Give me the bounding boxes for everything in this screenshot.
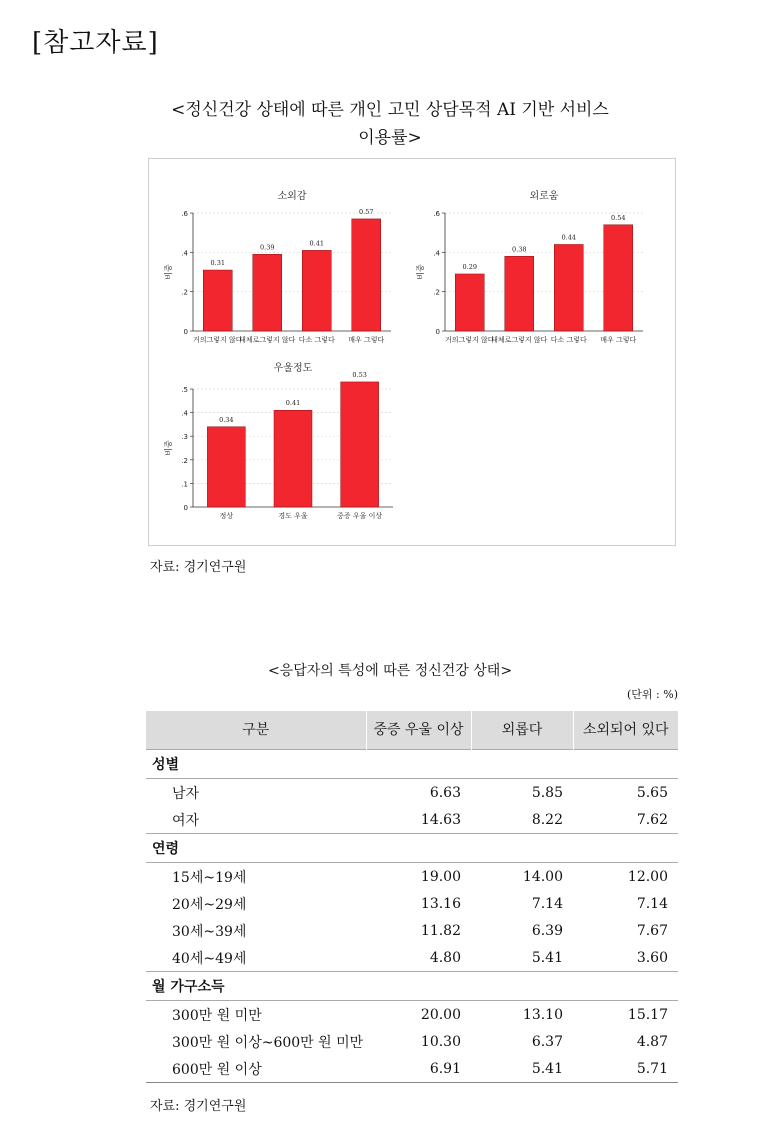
y-tick-label: 0: [183, 504, 188, 512]
cell-value: 19.00: [420, 868, 461, 885]
cell-value: 6.91: [366, 1055, 471, 1083]
table-unit: (단위 : %): [627, 688, 678, 701]
y-tick-label: .4: [181, 409, 188, 418]
group-row-gender: [146, 750, 678, 779]
x-tick-label: 대체로그렇지 않다: [239, 336, 296, 344]
bar: [203, 270, 232, 331]
y-tick-label: 0: [435, 328, 440, 336]
row-label: 30세~39세: [172, 923, 247, 940]
data-label: 0.39: [260, 243, 275, 252]
table-row: [146, 863, 678, 891]
y-tick-label: .4: [433, 249, 440, 258]
header-severe-depression: 중증 우울 이상: [366, 711, 471, 750]
y-tick-label: .1: [181, 480, 188, 489]
cell-value: 13.16: [420, 895, 461, 912]
cell-value: 4.80: [429, 949, 461, 966]
group-label: 성별: [146, 750, 678, 779]
table-row: [146, 890, 678, 917]
data-label: 0.57: [359, 207, 374, 216]
data-label: 0.53: [352, 370, 367, 379]
data-label: 0.29: [462, 262, 477, 271]
y-tick-label: .2: [181, 456, 188, 465]
y-tick-label: .3: [181, 433, 188, 442]
data-label: 0.41: [285, 399, 301, 408]
header-lonely: 외롭다: [471, 711, 573, 750]
cell-value: 20.00: [420, 1006, 461, 1023]
cell-value: 5.65: [636, 784, 668, 801]
bar: [341, 382, 379, 507]
x-tick-label: 다소 그렇다: [550, 336, 587, 344]
table-row: [146, 944, 678, 972]
y-axis-label: 비중: [416, 264, 425, 280]
data-label: 0.38: [512, 245, 527, 254]
chart-title: 외로움: [529, 191, 559, 202]
chart-title: 소외감: [277, 191, 307, 202]
data-label: 0.54: [611, 213, 626, 222]
data-label: 0.44: [561, 233, 576, 242]
cell-value: 10.30: [420, 1033, 461, 1050]
y-tick-label: .2: [433, 288, 440, 297]
table-row: [146, 1001, 678, 1029]
charts-canvas: [149, 159, 675, 545]
x-tick-label: 경도 우울: [278, 512, 308, 520]
table-source: 자료: 경기연구원: [150, 1099, 247, 1114]
x-tick-label: 거의그렇지 않다: [444, 336, 495, 344]
row-label: 300만 원 이상~600만 원 미만: [172, 1034, 364, 1051]
cell-value: 7.14: [531, 895, 563, 912]
stats-table: [146, 711, 678, 1083]
cell-value: 4.87: [636, 1033, 668, 1050]
chart-figure-frame: [148, 158, 676, 546]
row-label: 20세~29세: [172, 896, 247, 913]
table-header-row: [146, 711, 678, 750]
cell-value: 8.22: [531, 811, 563, 828]
cell-value: 6.37: [531, 1033, 563, 1050]
row-label: 600만 원 이상: [146, 1055, 366, 1083]
figure-title-line1: <정신건강 상태에 따른 개인 고민 상담목적 AI 기반 서비스: [171, 100, 609, 120]
bar: [207, 427, 245, 507]
x-tick-label: 매우 그렇다: [600, 336, 637, 344]
data-label: 0.31: [210, 259, 225, 268]
figure-source: 자료: 경기연구원: [150, 560, 247, 575]
row-label: 15세~19세: [172, 869, 247, 886]
cell-value: 7.67: [636, 922, 668, 939]
data-label: 0.34: [219, 415, 234, 424]
cell-value: 14.63: [420, 811, 461, 828]
table-row: [146, 1028, 678, 1055]
figure-title-line2: 이용률>: [358, 128, 422, 148]
group-row-income: [146, 972, 678, 1001]
row-label: 여자: [172, 812, 200, 829]
data-label: 0.41: [309, 239, 324, 248]
x-tick-label: 거의그렇지 않다: [192, 336, 243, 344]
header-alienated: 소외되어 있다: [573, 711, 678, 750]
cell-value: 5.71: [573, 1055, 678, 1083]
y-tick-label: .6: [181, 210, 188, 218]
header-category: 구분: [146, 711, 366, 750]
chart-title: 우울정도: [273, 363, 313, 374]
x-tick-label: 중증 우울 이상: [337, 512, 383, 520]
y-tick-label: .4: [181, 249, 188, 258]
cell-value: 11.82: [420, 922, 461, 939]
cell-value: 5.85: [531, 784, 563, 801]
cell-value: 7.14: [636, 895, 668, 912]
cell-value: 3.60: [636, 949, 668, 966]
x-tick-label: 대체로그렇지 않다: [491, 336, 548, 344]
y-tick-label: .6: [433, 210, 440, 218]
table-row: [146, 917, 678, 944]
bar: [604, 225, 633, 331]
y-tick-label: 0: [183, 328, 188, 336]
bar: [352, 219, 381, 331]
cell-value: 6.39: [531, 922, 563, 939]
cell-value: 7.62: [636, 811, 668, 828]
bar: [302, 250, 331, 331]
table-title: <응답자의 특성에 따른 정신건강 상태>: [267, 663, 513, 679]
cell-value: 5.41: [531, 949, 563, 966]
bar: [253, 254, 282, 331]
reference-material-title: [참고자료]: [32, 28, 159, 58]
y-tick-label: .2: [181, 288, 188, 297]
x-tick-label: 정상: [219, 512, 234, 520]
table-row: [146, 1055, 678, 1083]
cell-value: 12.00: [627, 868, 668, 885]
group-row-age: [146, 834, 678, 863]
cell-value: 14.00: [522, 868, 563, 885]
group-label: 연령: [146, 834, 678, 863]
bar: [554, 244, 583, 331]
row-label: 남자: [172, 785, 200, 802]
table-row: [146, 806, 678, 834]
group-label: 월 가구소득: [146, 972, 678, 1001]
y-axis-label: 비중: [164, 264, 173, 280]
bar: [455, 274, 484, 331]
x-tick-label: 다소 그렇다: [298, 336, 335, 344]
cell-value: 6.63: [429, 784, 461, 801]
cell-value: 5.41: [471, 1055, 573, 1083]
cell-value: 13.10: [522, 1006, 563, 1023]
x-tick-label: 매우 그렇다: [348, 336, 385, 344]
bar: [274, 410, 312, 507]
cell-value: 15.17: [627, 1006, 668, 1023]
row-label: 40세~49세: [172, 950, 247, 967]
y-tick-label: .5: [181, 386, 188, 394]
table-row: [146, 779, 678, 807]
bar: [505, 256, 534, 331]
row-label: 300만 원 미만: [172, 1007, 262, 1024]
y-axis-label: 비중: [164, 440, 173, 456]
